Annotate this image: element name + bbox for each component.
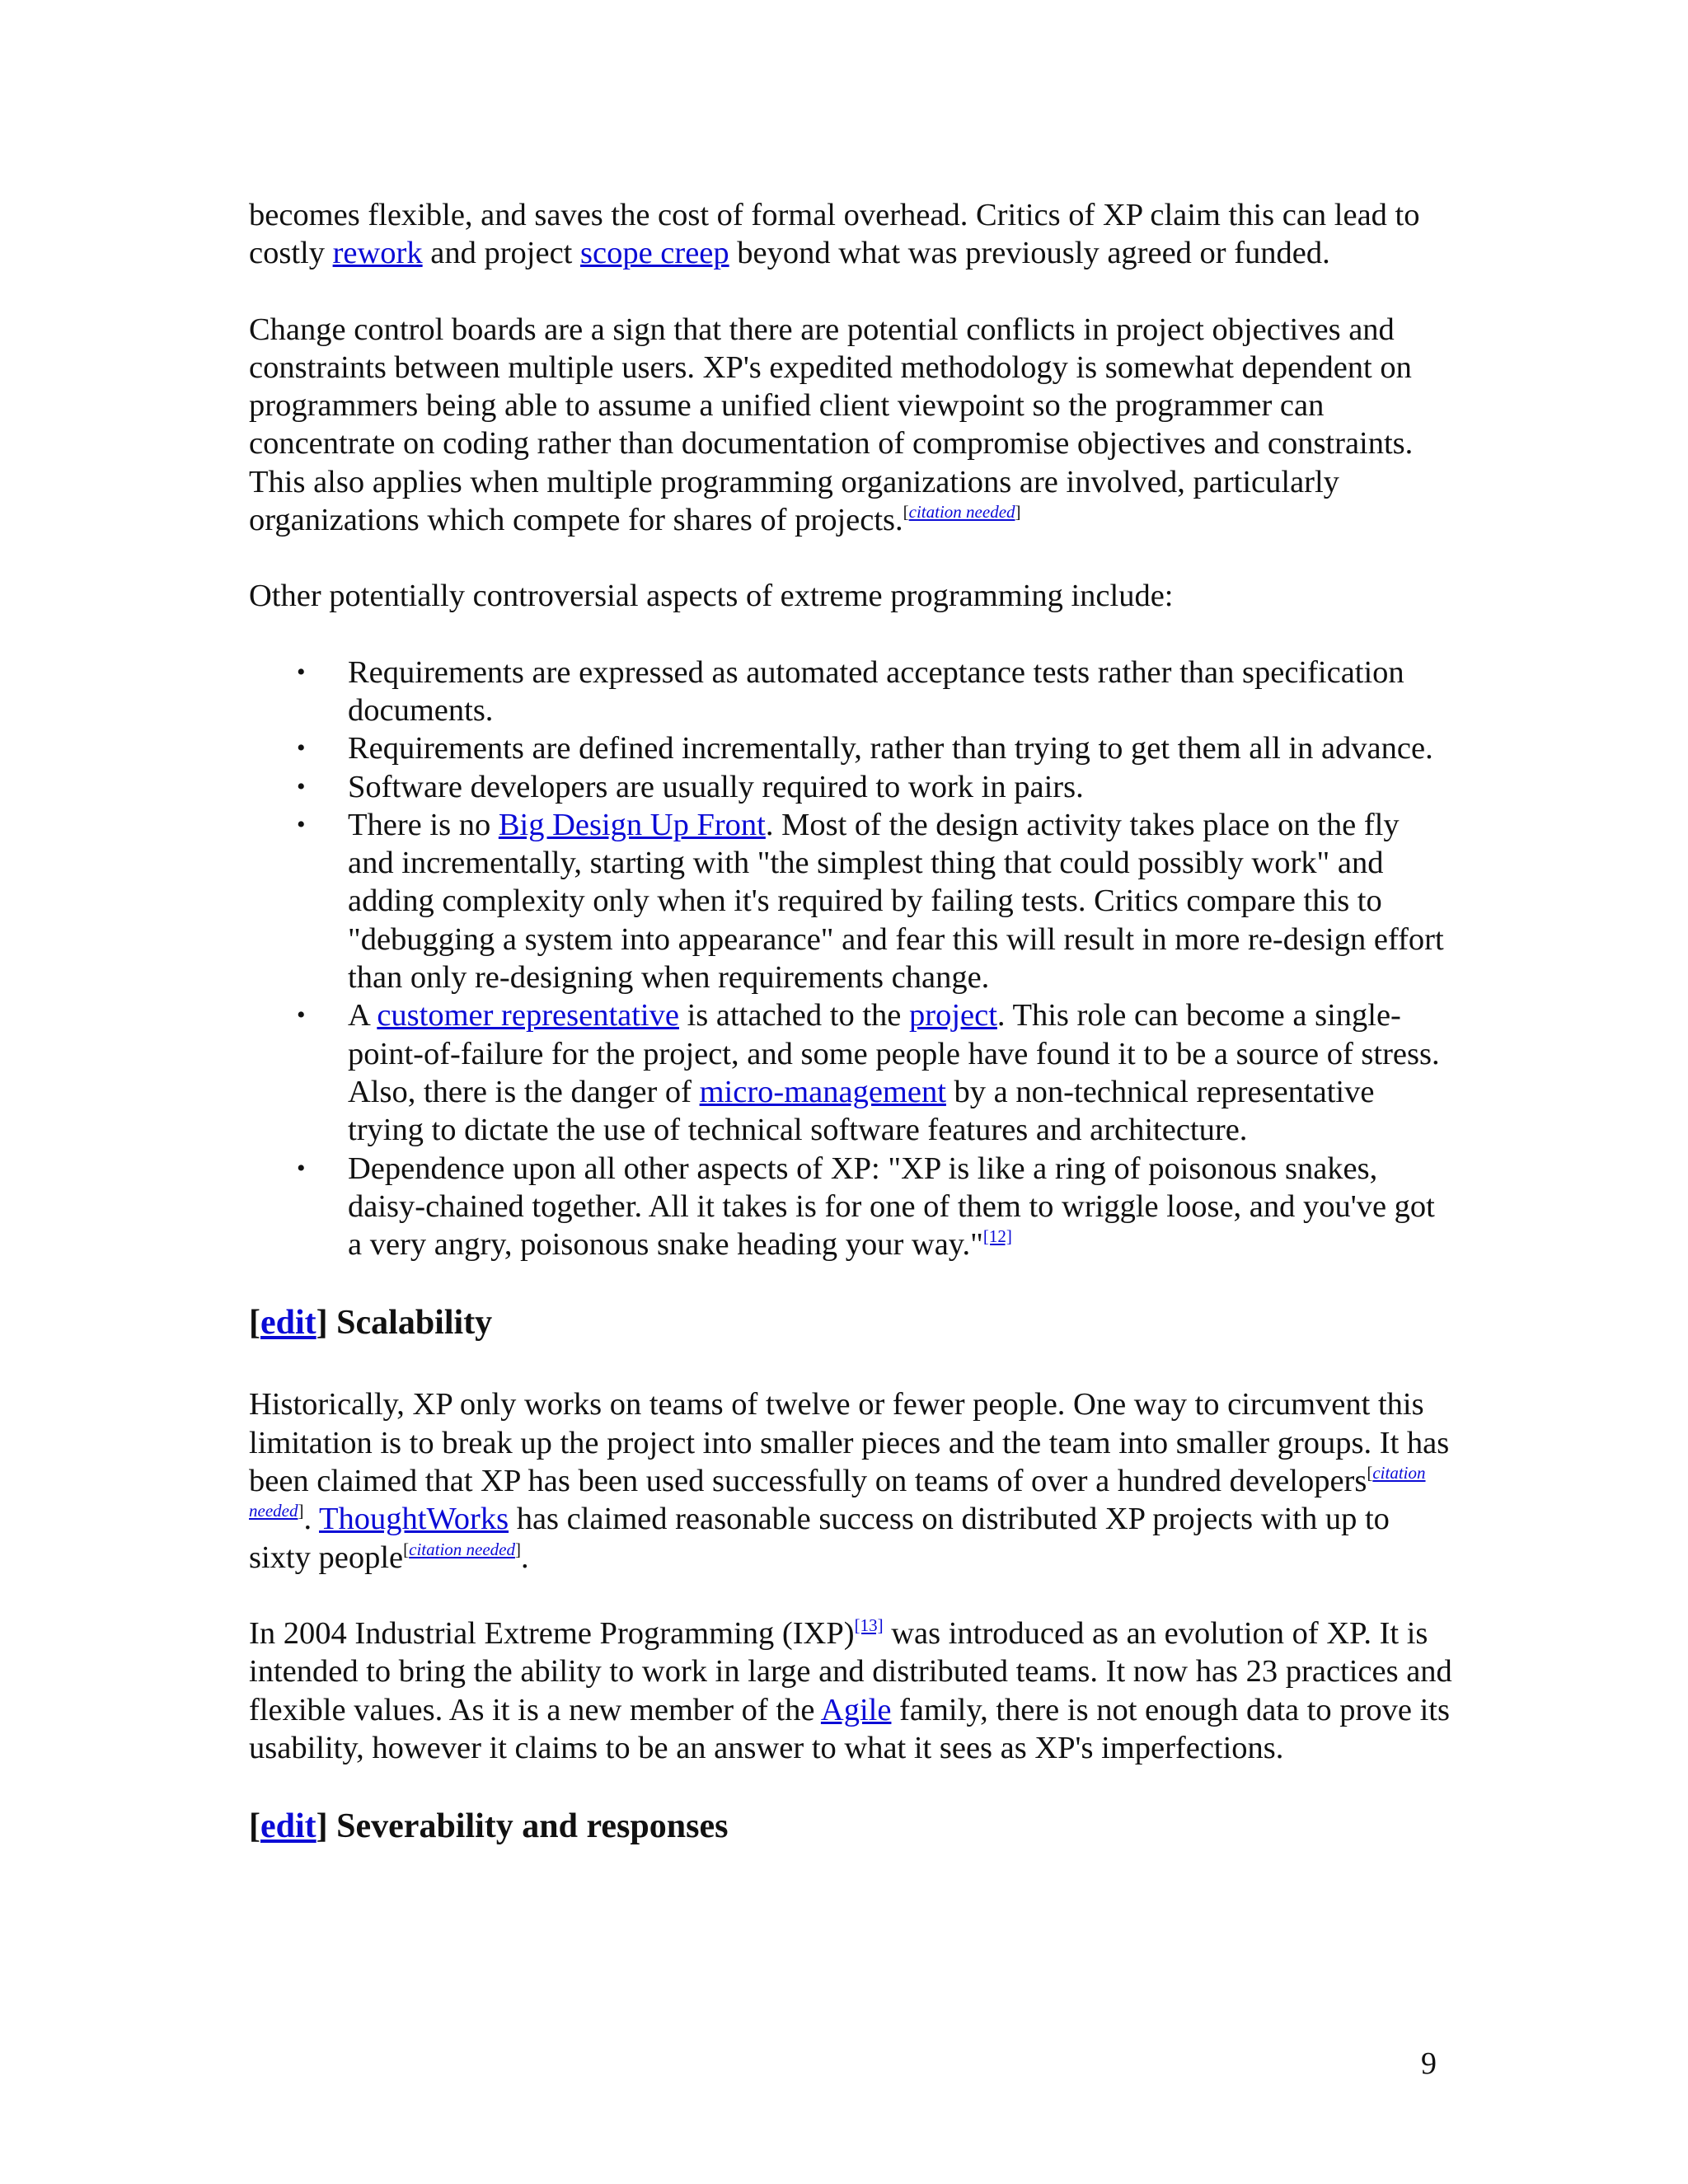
link-thoughtworks[interactable]: ThoughtWorks xyxy=(319,1502,509,1537)
bracket: ] xyxy=(1015,502,1021,523)
text: family, there is not enough data to prove its usability, however it claims to be an answer to what it sees as XP's imperfections. xyxy=(249,1692,1450,1765)
document-body xyxy=(249,196,1452,1889)
bracket: [ xyxy=(403,1539,410,1559)
text: and project xyxy=(422,236,580,271)
paragraph-scalability xyxy=(249,1385,1452,1576)
paragraph-rework xyxy=(249,196,1452,273)
list-item xyxy=(297,806,1452,996)
text: Requirements are defined incrementally, rather than trying to get them all in advance. xyxy=(348,731,1433,766)
paragraph-controversial-intro: Other potentially controversial aspects of extreme programming include: xyxy=(249,579,1174,614)
bullet: • xyxy=(297,772,306,800)
bracket: ] xyxy=(316,1304,337,1343)
list-item xyxy=(297,654,1452,730)
reference-link-13[interactable]: [13] xyxy=(854,1615,884,1635)
text: Software developers are usually required to work in pairs. xyxy=(348,769,1084,804)
section-title: Severability and responses xyxy=(336,1807,729,1846)
bracket: [ xyxy=(249,1304,260,1343)
link-rework[interactable]: rework xyxy=(332,236,423,271)
link-project[interactable]: project xyxy=(909,998,997,1033)
text: . This role can become a single-point-of-failure for the project, and some people have found it to be a source of stress. Also, there is the danger of xyxy=(348,998,1440,1109)
text: by a non-technical representative trying to dictate the use of technical software features and architecture. xyxy=(348,1074,1375,1148)
link-micro-management[interactable]: micro-management xyxy=(699,1074,946,1109)
bullet: • xyxy=(297,658,306,686)
section-title: Scalability xyxy=(336,1304,493,1343)
heading-severability xyxy=(249,1805,1452,1848)
text: was introduced as an evolution of XP. It is intended to bring the ability to work in large and distributed teams. It now has 23 practices and flexible values. As it is a new member of the xyxy=(249,1615,1452,1727)
bracket: ] xyxy=(316,1807,337,1846)
controversial-aspects-list xyxy=(249,654,1452,1264)
text: Requirements are expressed as automated acceptance tests rather than specification documents. xyxy=(348,654,1404,728)
text: has claimed reasonable success on distributed XP projects with up to sixty people xyxy=(249,1502,1390,1575)
link-big-design-up-front[interactable]: Big Design Up Front xyxy=(498,807,766,842)
bracket: [ xyxy=(903,502,909,523)
text: beyond what was previously agreed or funded. xyxy=(729,236,1330,271)
citation-needed-link[interactable]: citation needed xyxy=(409,1539,515,1559)
text: . xyxy=(303,1502,320,1537)
text: There is no xyxy=(348,807,499,842)
paragraph-ixp xyxy=(249,1615,1452,1767)
text: In 2004 Industrial Extreme Programming (IXP) xyxy=(249,1615,855,1651)
list-item xyxy=(297,996,1452,1149)
text: is attached to the xyxy=(678,998,909,1033)
text: . Most of the design activity takes place on the fly and incrementally, starting with "the simplest thing that could possibly work" and adding complexity only when it's required by failing tests. Critics compare this to "debugging a system into appearance" and fear this will result in more re-design effort than only re-designing when requirements change. xyxy=(348,807,1444,996)
link-customer-representative[interactable]: customer representative xyxy=(377,998,679,1033)
paragraph-change-control xyxy=(249,311,1452,540)
bracket: ] xyxy=(298,1501,304,1521)
list-item xyxy=(297,729,1452,767)
citation-needed xyxy=(903,502,1021,522)
text: Dependence upon all other aspects of XP: "XP is like a ring of poisonous snakes, daisy-chained together. All it takes is for one of them to wriggle loose, and you've got a very angry, poisonous snake heading your way." xyxy=(348,1151,1435,1263)
text: A xyxy=(348,998,377,1033)
edit-link-severability[interactable]: edit xyxy=(260,1807,316,1846)
text: Historically, XP only works on teams of twelve or fewer people. One way to circumvent this limitation is to break up the project into smaller pieces and the team into smaller groups. It has been claimed that XP has been used successfully on teams of over a hundred developers xyxy=(249,1387,1450,1499)
page-number: 9 xyxy=(1421,2046,1437,2081)
link-scope-creep[interactable]: scope creep xyxy=(580,236,729,271)
list-item xyxy=(297,768,1452,806)
text: Change control boards are a sign that there are potential conflicts in project objectives and constraints between multiple users. XP's expedited methodology is somewhat dependent on programmers being able to assume a unified client viewpoint so the programmer can concentrate on coding rather than documentation of compromise objectives and constraints. This also applies when multiple programming organizations are involved, particularly organizations which compete for shares of projects. xyxy=(249,312,1414,538)
heading-scalability xyxy=(249,1301,1452,1344)
citation-needed-link[interactable]: citation needed xyxy=(249,1463,1426,1521)
bracket: [ xyxy=(1367,1463,1373,1483)
link-agile[interactable]: Agile xyxy=(820,1692,892,1727)
bullet: • xyxy=(297,810,306,838)
bullet: • xyxy=(297,1001,306,1029)
bullet: • xyxy=(297,734,306,762)
edit-link-scalability[interactable]: edit xyxy=(260,1304,316,1343)
list-item xyxy=(297,1150,1452,1264)
citation-needed-link[interactable]: citation needed xyxy=(908,502,1015,523)
text: . xyxy=(521,1540,529,1575)
reference xyxy=(983,1226,1012,1246)
bullet: • xyxy=(297,1154,306,1182)
reference-link-12[interactable]: [12] xyxy=(982,1226,1012,1247)
citation-needed xyxy=(403,1540,521,1559)
bracket: ] xyxy=(515,1539,521,1559)
bracket: [ xyxy=(249,1807,260,1846)
reference xyxy=(855,1615,884,1635)
text: becomes flexible, and saves the cost of formal overhead. Critics of XP claim this can lead to costly xyxy=(249,198,1420,271)
